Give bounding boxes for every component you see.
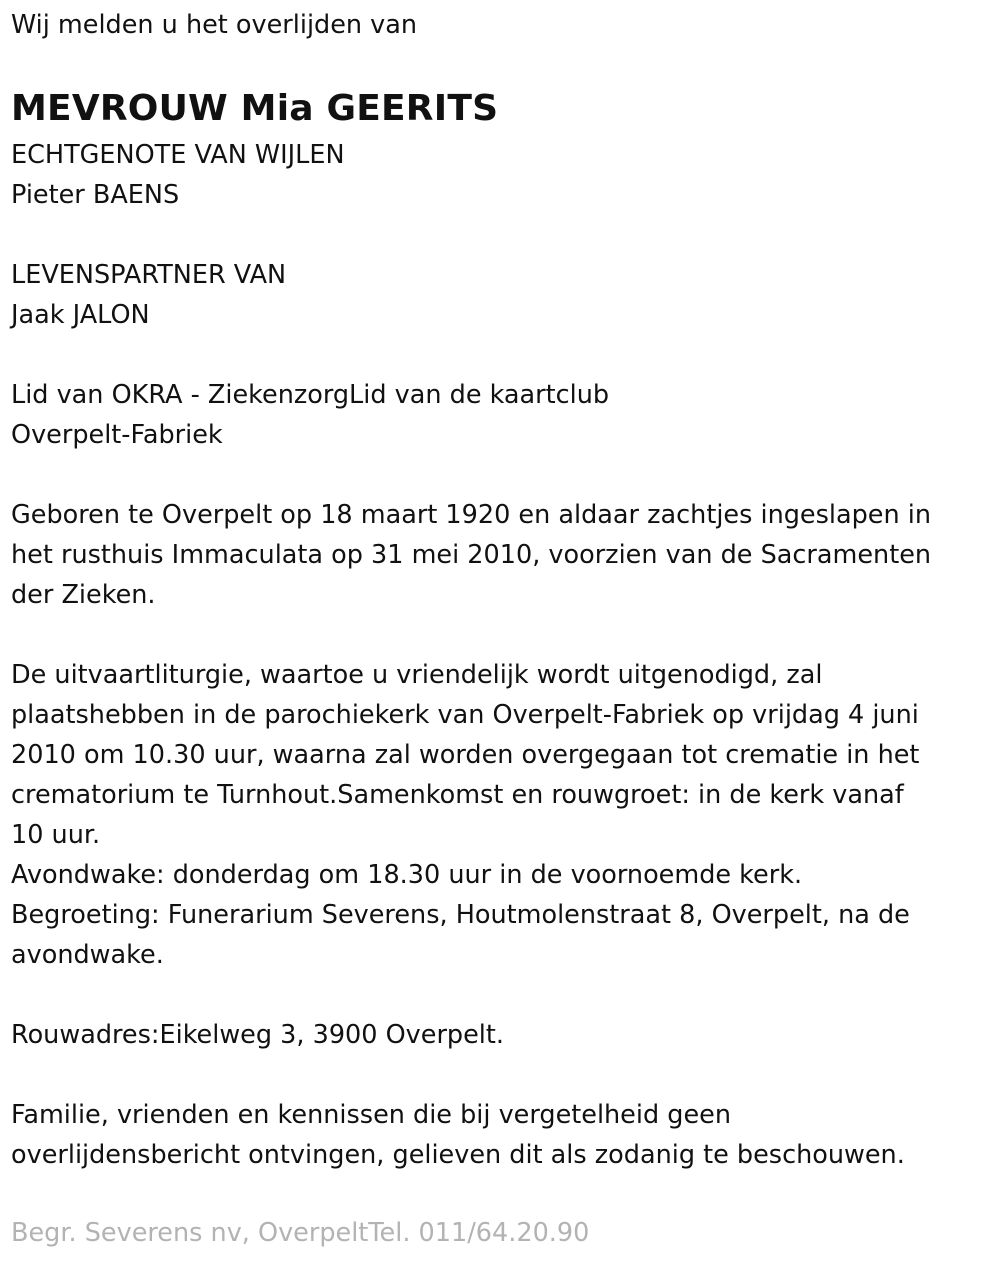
birth-death-line: het rusthuis Immaculata op 31 mei 2010, voorzien van de Sacramenten: [11, 540, 932, 570]
spouse-name: Pieter BAENS: [11, 180, 180, 210]
funeral-line: 10 uur.: [11, 820, 101, 850]
intro-text: Wij melden u het overlijden van: [11, 10, 418, 40]
membership-block: [11, 375, 986, 455]
spouse-label: ECHTGENOTE VAN WIJLEN: [11, 140, 345, 170]
funeral-line: De uitvaartliturgie, waartoe u vriendelijk wordt uitgenodigd, zal: [11, 660, 823, 690]
funeral-line: 2010 om 10.30 uur, waarna zal worden overgegaan tot crematie in het: [11, 740, 920, 770]
greeting-line: Begroeting: Funerarium Severens, Houtmolenstraat 8, Overpelt, na de: [11, 900, 910, 930]
membership-line: Overpelt-Fabriek: [11, 420, 223, 450]
membership-line: Lid van OKRA - ZiekenzorgLid van de kaartclub: [11, 380, 610, 410]
funeral-line: crematorium te Turnhout.Samenkomst en rouwgroet: in de kerk vanaf: [11, 780, 904, 810]
closing-block: [11, 1095, 986, 1175]
funeral-home-footer: Begr. Severens nv, OverpeltTel. 011/64.20.90: [11, 1218, 590, 1248]
birth-death-line: Geboren te Overpelt op 18 maart 1920 en aldaar zachtjes ingeslapen in: [11, 500, 931, 530]
funeral-block: [11, 655, 986, 975]
deceased-name: MEVROUW Mia GEERITS: [11, 88, 499, 129]
closing-line: Familie, vrienden en kennissen die bij vergetelheid geen: [11, 1100, 731, 1130]
closing-line: overlijdensbericht ontvingen, gelieven dit als zodanig te beschouwen.: [11, 1140, 905, 1170]
partner-label: LEVENSPARTNER VAN: [11, 260, 287, 290]
partner-name: Jaak JALON: [11, 300, 150, 330]
birth-death-line: der Zieken.: [11, 580, 156, 610]
greeting-line: avondwake.: [11, 940, 164, 970]
obituary-document: [11, 5, 986, 1175]
vigil-line: Avondwake: donderdag om 18.30 uur in de voornoemde kerk.: [11, 860, 803, 890]
mourning-address: Rouwadres:Eikelweg 3, 3900 Overpelt.: [11, 1020, 504, 1050]
birth-death-block: [11, 495, 986, 615]
funeral-line: plaatshebben in de parochiekerk van Overpelt-Fabriek op vrijdag 4 juni: [11, 700, 919, 730]
